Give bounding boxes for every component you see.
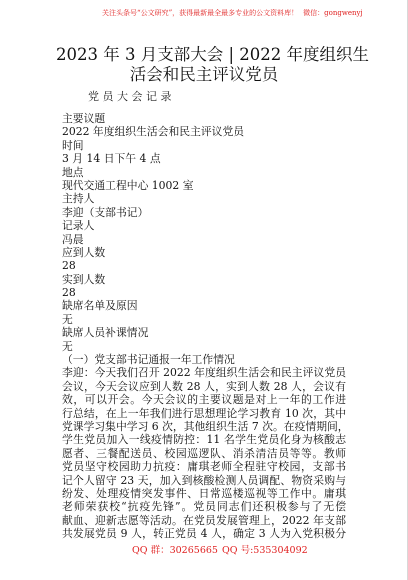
field-value-makeup: 无 xyxy=(62,339,73,353)
page-footer xyxy=(0,545,408,557)
field-label-location: 地点 xyxy=(62,165,84,179)
field-label-recorder: 记录人 xyxy=(62,219,95,233)
field-value-location: 现代交通工程中心 1002 室 xyxy=(62,178,194,192)
footer-qq-number: QQ 号:535304092 xyxy=(222,545,308,556)
field-value-time: 3 月 14 日下午 4 点 xyxy=(62,152,161,166)
field-value-actual-count: 28 xyxy=(62,286,76,300)
paragraph-line: 学生党员加入一线疫情防控：11 名学生党员化身为核酸志 xyxy=(62,433,346,447)
paragraph-line: 效，可以开会。今天会议的主要议题是对上一年的工作进 xyxy=(62,393,346,407)
field-value-recorder: 冯晨 xyxy=(62,232,84,246)
field-label-expected-count: 应到人数 xyxy=(62,245,106,259)
paragraph-line: 献血、迎新志愿等活动。在党员发展管理上，2022 年支部 xyxy=(62,513,346,527)
section-heading: （一）党支部书记通报一年工作情况 xyxy=(62,353,235,367)
title-line-1: 2023 年 3 月支部大会 | 2022 年度组织生 xyxy=(56,45,370,64)
paragraph-line: 老师荣获校“抗疫先锋”。党员同志们还积极参与了无偿 xyxy=(62,500,346,514)
field-label-host: 主持人 xyxy=(62,192,95,206)
field-value-host: 李迎（支部书记） xyxy=(62,205,149,219)
paragraph-line: 愿者、三餐配送员、校园巡逻队、消杀清洁员等等。教师 xyxy=(62,446,346,460)
banner-promo-text: 关注头条号“公文研究”，获得最新最全最多专业的公文资料库！ xyxy=(102,9,299,17)
footer-qq-group: QQ 群：30265665 xyxy=(132,545,218,556)
document-title xyxy=(56,45,370,85)
paragraph-line: 党员坚守校园助力抗疫：庸琪老师全程驻守校园，支部书 xyxy=(62,460,346,474)
paragraph-line: 党课学习集中学习 6 次，其他组织生活 7 次。在疫情期间， xyxy=(62,419,349,433)
title-line-2: 活会和民主评议党员 xyxy=(129,65,279,84)
paragraph-line: 纷发、处理疫情突发事件、日常巡楼巡视等工作中。庸琪 xyxy=(62,486,346,500)
paragraph-line: 行总结，在上一年我们进行思想理论学习教育 10 次，其中 xyxy=(62,406,346,420)
paragraph-line: 共发展党员 9 人，转正党员 4 人，确定 3 人为入党积极分 xyxy=(62,527,346,541)
paragraph-line: 记个人留守 23 天，加入到核酸检测人员调配、物资采购与 xyxy=(62,473,346,487)
field-label-actual-count: 实到人数 xyxy=(62,272,106,286)
field-value-topic: 2022 年度组织生活会和民主评议党员 xyxy=(62,125,245,139)
field-label-makeup: 缺席人员补课情况 xyxy=(62,326,149,340)
paragraph-line: 李迎：今天我们召开 2022 年度组织生活会和民主评议党员 xyxy=(62,366,346,380)
field-value-expected-count: 28 xyxy=(62,259,76,273)
paragraph-line: 会议，今天会议应到人数 28 人，实到人数 28 人，会议有 xyxy=(62,379,346,393)
document-subtitle: 党 员 大 会 记 录 xyxy=(88,90,172,103)
field-label-absentees: 缺席名单及原因 xyxy=(62,299,138,313)
banner-wechat-text: 微信：gongwenyj xyxy=(303,9,363,17)
field-label-time: 时间 xyxy=(62,138,84,152)
header-banner xyxy=(102,8,363,18)
field-value-absentees: 无 xyxy=(62,312,73,326)
field-label-topic: 主要议题 xyxy=(62,112,106,125)
minutes-body xyxy=(62,112,349,541)
